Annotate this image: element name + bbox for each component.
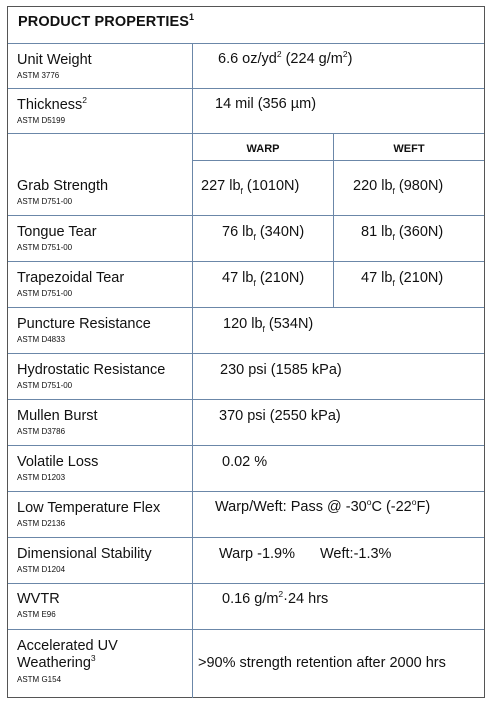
row-divider bbox=[8, 88, 484, 89]
row-divider bbox=[8, 307, 484, 308]
mullen-burst-value: 370 psi (2550 kPa) bbox=[219, 408, 341, 424]
puncture-resistance-value: 120 $lb_f$ (534N) bbox=[223, 316, 314, 334]
thickness-value: 14 mil (356 µm) bbox=[215, 96, 317, 112]
row-divider bbox=[8, 629, 484, 630]
dimensional-stability-warp: Warp -1.9% bbox=[219, 546, 296, 562]
grab-strength-astm: ASTM D751-00 bbox=[17, 197, 73, 206]
unit-weight-astm: ASTM 3776 bbox=[17, 71, 60, 80]
thickness-label: Thickness$^2$ bbox=[17, 95, 88, 113]
tongue-tear-astm: ASTM D751-00 bbox=[17, 243, 73, 252]
mullen-burst-astm: ASTM D3786 bbox=[17, 427, 66, 436]
grab-strength-warp: 227 $lb_f$ (1010N) bbox=[201, 178, 300, 196]
row-divider bbox=[8, 583, 484, 584]
wvtr-astm: ASTM E96 bbox=[17, 610, 56, 619]
row-divider bbox=[8, 399, 484, 400]
hydrostatic-resistance-value: 230 psi (1585 kPa) bbox=[220, 362, 342, 378]
weft-column-header: WEFT bbox=[393, 143, 425, 155]
column-divider bbox=[192, 43, 193, 698]
dimensional-stability-label: Dimensional Stability bbox=[17, 546, 152, 562]
wvtr-value: 0.16 $g/m^2\cdot 24$ hrs bbox=[222, 589, 329, 607]
low-temperature-flex-astm: ASTM D2136 bbox=[17, 519, 66, 528]
column-header-divider bbox=[192, 160, 484, 161]
row-divider bbox=[8, 261, 484, 262]
warp-column-header: WARP bbox=[246, 143, 280, 155]
mullen-burst-label: Mullen Burst bbox=[17, 408, 98, 424]
grab-strength-label: Grab Strength bbox=[17, 178, 109, 194]
row-divider bbox=[8, 537, 484, 538]
tongue-tear-label: Tongue Tear bbox=[17, 224, 97, 240]
unit-weight-label: Unit Weight bbox=[17, 52, 92, 68]
column-divider bbox=[333, 133, 334, 307]
table-title: PRODUCT PROPERTIES$^1$ bbox=[18, 12, 195, 30]
puncture-resistance-astm: ASTM D4833 bbox=[17, 335, 66, 344]
hydrostatic-resistance-astm: ASTM D751-00 bbox=[17, 381, 73, 390]
trapezoidal-tear-weft: 47 $lb_f$ (210N) bbox=[361, 270, 444, 288]
row-divider bbox=[8, 43, 484, 44]
low-temperature-flex-label: Low Temperature Flex bbox=[17, 500, 161, 516]
row-divider bbox=[8, 133, 484, 134]
uv-weathering-value: >90% strength retention after 2000 hrs bbox=[198, 655, 446, 671]
trapezoidal-tear-warp: 47 $lb_f$ (210N) bbox=[222, 270, 305, 288]
row-divider bbox=[8, 491, 484, 492]
row-divider bbox=[8, 353, 484, 354]
row-divider bbox=[8, 215, 484, 216]
puncture-resistance-label: Puncture Resistance bbox=[17, 316, 151, 332]
tongue-tear-weft: 81 $lb_f$ (360N) bbox=[361, 224, 444, 242]
volatile-loss-label: Volatile Loss bbox=[17, 454, 99, 470]
row-divider bbox=[8, 445, 484, 446]
trapezoidal-tear-label: Trapezoidal Tear bbox=[17, 270, 125, 286]
uv-weathering-astm: ASTM G154 bbox=[17, 675, 62, 684]
trapezoidal-tear-astm: ASTM D751-00 bbox=[17, 289, 73, 298]
dimensional-stability-astm: ASTM D1204 bbox=[17, 565, 66, 574]
low-temperature-flex-value: Warp/Weft: Pass @ -30$^o$C (-22$^o$F) bbox=[215, 497, 431, 515]
dimensional-stability-weft: Weft:-1.3% bbox=[320, 546, 392, 562]
unit-weight-value: 6.6 $oz/yd^2$ (224 $g/m^2$) bbox=[218, 49, 353, 67]
tongue-tear-warp: 76 $lb_f$ (340N) bbox=[222, 224, 305, 242]
uv-weathering-label-line1: Accelerated UV bbox=[17, 638, 118, 654]
volatile-loss-astm: ASTM D1203 bbox=[17, 473, 66, 482]
uv-weathering-label-line2: Weathering$^3$ bbox=[17, 653, 96, 671]
grab-strength-weft: 220 $lb_f$ (980N) bbox=[353, 178, 444, 196]
wvtr-label: WVTR bbox=[17, 591, 60, 607]
thickness-astm: ASTM D5199 bbox=[17, 116, 66, 125]
product-properties-table bbox=[7, 6, 485, 698]
hydrostatic-resistance-label: Hydrostatic Resistance bbox=[17, 362, 166, 378]
volatile-loss-value: 0.02 % bbox=[222, 454, 268, 470]
